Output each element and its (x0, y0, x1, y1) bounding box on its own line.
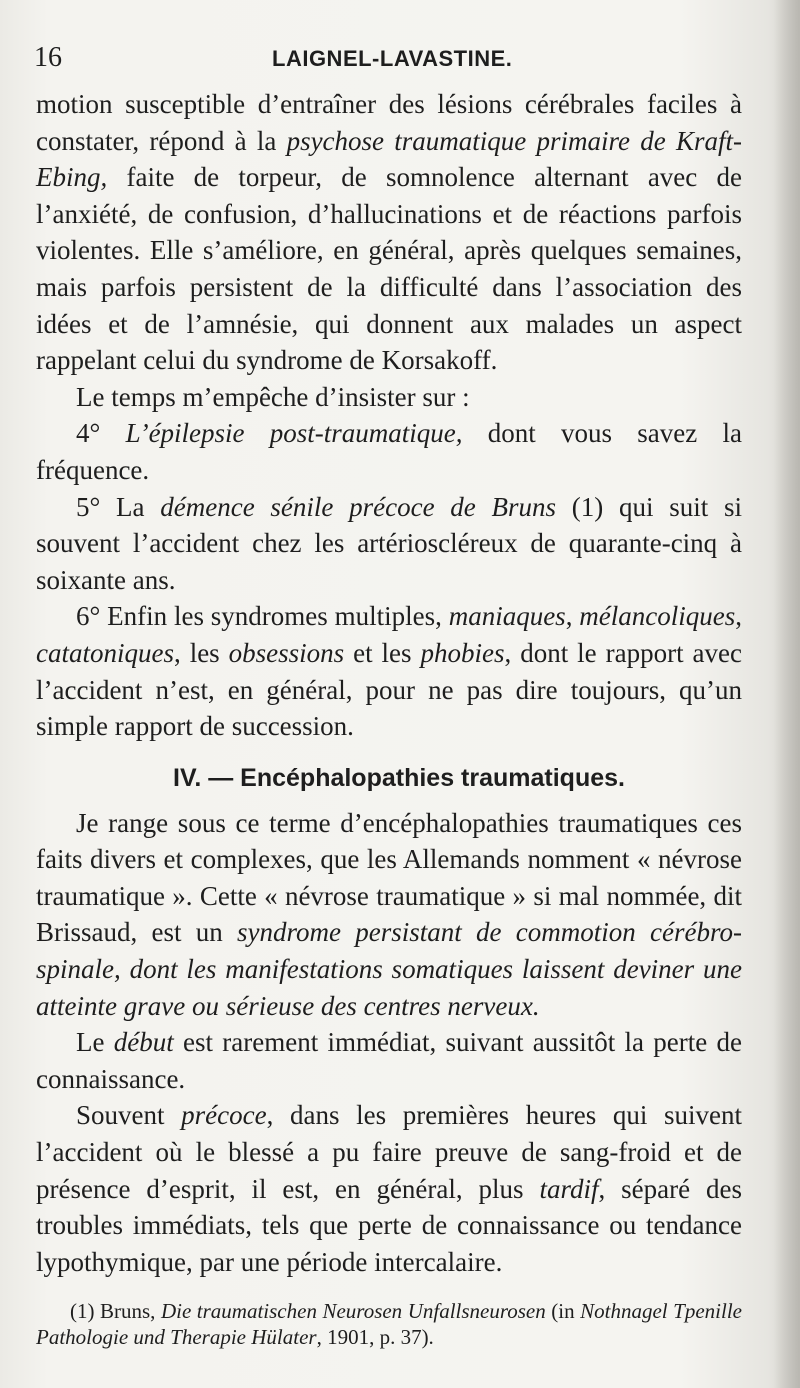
text-run: (in (545, 1299, 581, 1324)
text-run: , les (173, 637, 229, 668)
text-run: 6° Enfin les syndromes multiples, (76, 601, 449, 632)
text-run: 5° La (76, 491, 161, 522)
item-number: 4° (76, 418, 126, 449)
footnote-marker: (1) Bruns, (70, 1299, 161, 1324)
running-head: LAIGNEL-LAVASTINE. (272, 46, 513, 71)
italic-text: psychose traumatique primaire de Kraft-Ebing, (36, 125, 742, 193)
page-body (36, 86, 742, 1350)
paragraph-continuation (36, 86, 742, 379)
page-header (0, 38, 800, 78)
list-item-4 (36, 415, 742, 488)
list-item-5 (36, 489, 742, 599)
text-run: , 1901, p. 37). (316, 1325, 434, 1350)
text-run: motion susceptible d’entraîner des lésions cérébrales faciles à constater, répond à la (36, 89, 742, 156)
italic-text: démence sénile précoce de Bruns (160, 491, 557, 522)
text-run: est rarement immédiat, suivant aussitôt la perte de connaissance. (36, 1027, 742, 1094)
paragraph-onset (36, 1097, 742, 1280)
text-run: (1) qui suit si souvent l’accident chez les artérioscléreux de quarante-cinq à soixante ans. (36, 491, 742, 595)
italic-text: syndrome persistant de commotion cérébro-spinale, dont les manifestations somatiques laissent deviner une atteinte grave ou sérieuse des centres nerveux. (36, 917, 742, 1021)
italic-text: L’épilepsie post-traumatique, (125, 418, 463, 449)
text-run: dont vous savez la fréquence. (36, 418, 742, 485)
text-run: , dans les premières heures qui suivent l’accident où le blessé a pu faire preuve de sang-froid et de présence d’esprit, il est, en général, plus (36, 1100, 742, 1204)
text-run: Souvent (76, 1100, 182, 1131)
paragraph-intro-list: Le temps m’empêche d’insister sur : (76, 381, 470, 412)
italic-text: début (113, 1027, 174, 1058)
list-item-6 (36, 598, 742, 744)
italic-text: Die traumatischen Neurosen Unfallsneurosen (160, 1299, 546, 1324)
italic-text: obsessions (228, 637, 345, 668)
italic-text: mélancoliques (579, 601, 736, 632)
page-edge-shadow (774, 0, 800, 1388)
italic-text: phobies (420, 637, 505, 668)
text-run: Je range sous ce terme d’encéphalopathies traumatiques ces faits divers et complexes, que les Allemands nomment « névrose traumatique ». Cette « névrose traumatique » si mal nommée, dit Brissaud, est un (36, 807, 742, 948)
italic-text: tardif (539, 1173, 599, 1204)
text-run: , (565, 601, 580, 632)
footnote (36, 1298, 742, 1350)
text-run: , séparé des troubles immédiats, tels que perte de connaissance ou tendance lypothymique, par une période intercalaire. (36, 1173, 742, 1277)
paragraph-debut (36, 1024, 742, 1097)
section-heading: IV. — Encéphalopathies traumatiques. (173, 763, 625, 792)
footnote-separator (36, 1280, 742, 1298)
italic-text: catatoniques (36, 637, 174, 668)
text-run: , (735, 601, 743, 632)
italic-text: maniaques (448, 601, 566, 632)
italic-text: précoce (181, 1100, 267, 1131)
text-run: , dont le rapport avec l’accident n’est, en général, pour ne pas dire toujours, qu’un simple rapport de succession. (36, 637, 742, 742)
italic-text: Nothnagel Tpenille Pathologie und Therapie Hülater (36, 1299, 742, 1350)
text-run: Le (76, 1027, 114, 1058)
text-run: faite de torpeur, de somnolence alternant avec de l’anxiété, de confusion, d’hallucinations et de réactions parfois violentes. Elle s’améliore, en général, après quelques semaines, mais parfois persistent de la difficulté dans l’association des idées et de l’amnésie, qui donnent aux malades un aspect rappelant celui du syndrome de Korsakoff. (36, 162, 742, 376)
page-number: 16 (34, 42, 62, 73)
paragraph-definition (36, 805, 742, 1025)
text-run: et les (344, 637, 421, 668)
